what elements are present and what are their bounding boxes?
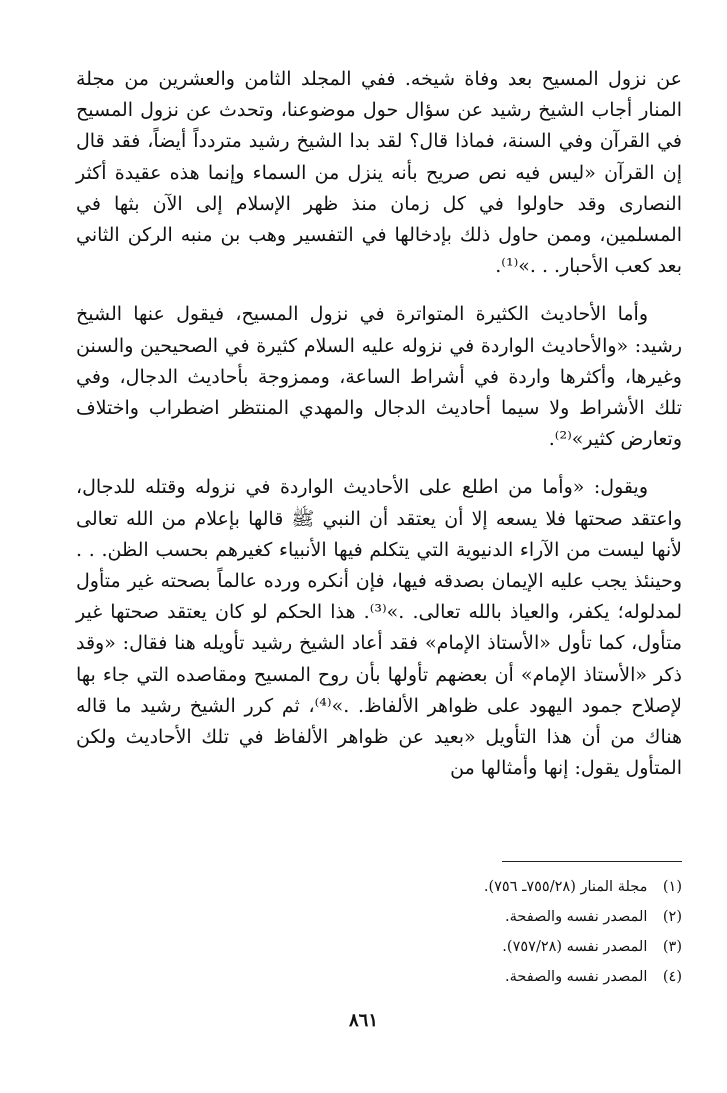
- footnote-text: المصدر نفسه والصفحة.: [504, 969, 648, 985]
- paragraph-2: وأما الأحاديث الكثيرة المتواترة في نزول المسيح، فيقول عنها الشيخ رشيد: «والأحاديث الواردة في نزوله عليه السلام كثيرة في الصحيحين والسنن وغيرها، وأكثرها واردة في أشراط الساعة، وممزوجة بأحاديث الدجال، وفي تلك الأشراط ولا سيما أحاديث الدجال والمهدي المنتظر اضطراب واختلاف وتعارض كثير»⁽²⁾.: [76, 303, 682, 451]
- footnote-3: [76, 932, 682, 962]
- footnote-number: (٤): [662, 969, 682, 985]
- paragraph-1: عن نزول المسيح بعد وفاة شيخه. ففي المجلد الثامن والعشرين من مجلة المنار أجاب الشيخ رشيد عن سؤال حول موضوعنا، وتحدث عن نزول المسيح في القرآن وفي السنة، فماذا قال؟ لقد بدا الشيخ رشيد متردداً أيضاً، فقد قال إن القرآن «ليس فيه نص صريح بأنه ينزل من السماء وإنما هذه عقيدة أكثر النصارى وقد حاولوا في كل زمان منذ ظهر الإسلام إلى الآن بثها في المسلمين، وممن حاول ذلك بإدخالها في التفسير وهب بن منبه الركن الثاني بعد كعب الأحبار. . .»⁽¹⁾.: [76, 68, 682, 278]
- footnotes-list: [76, 872, 682, 992]
- footnote-separator: [502, 861, 682, 862]
- footnote-number: (٣): [662, 939, 682, 955]
- footnote-text: المصدر نفسه والصفحة.: [504, 909, 648, 925]
- footnote-number: (١): [662, 879, 682, 895]
- footnote-text: مجلة المنار (٧٥٥/٢٨ـ ٧٥٦).: [483, 879, 648, 895]
- paragraph-3: ويقول: «وأما من اطلع على الأحاديث الواردة في نزوله وقتله للدجال، واعتقد صحتها فلا يسعه إلا أن يعتقد أن النبي ﷺ قالها بإعلام من الله تعالى لأنها ليست من الآراء الدنيوية التي يتكلم فيها الأنبياء كغيرهم بحسب الظن. . . وحينئذ يجب عليه الإيمان بصدقه فيها، فإن أنكره ورده عالماً بصحته غير متأول لمدلوله؛ يكفر، والعياذ بالله تعالى. .»⁽³⁾. هذا الحكم لو كان يعتقد صحتها غير متأول، كما تأول «الأستاذ الإمام» فقد أعاد الشيخ رشيد تأويله هنا فقال: «وقد ذكر «الأستاذ الإمام» أن بعضهم تأولها بأن روح المسيح ومقاصده التي جاء بها لإصلاح جمود اليهود على ظواهر الألفاظ. .»⁽⁴⁾، ثم كرر الشيخ رشيد ما قاله هناك من أن هذا التأويل «بعيد عن ظواهر الألفاظ في تلك الأحاديث ولكن المتأول يقول: إنها وأمثالها من: [76, 476, 682, 780]
- footnote-number: (٢): [662, 909, 682, 925]
- footnote-1: [76, 872, 682, 902]
- footnote-2: [76, 902, 682, 932]
- page-number: ٨٦١: [348, 1010, 378, 1031]
- main-text: [76, 64, 682, 784]
- footnote-text: المصدر نفسه (٧٥٧/٢٨).: [502, 939, 648, 955]
- footnote-4: [76, 962, 682, 992]
